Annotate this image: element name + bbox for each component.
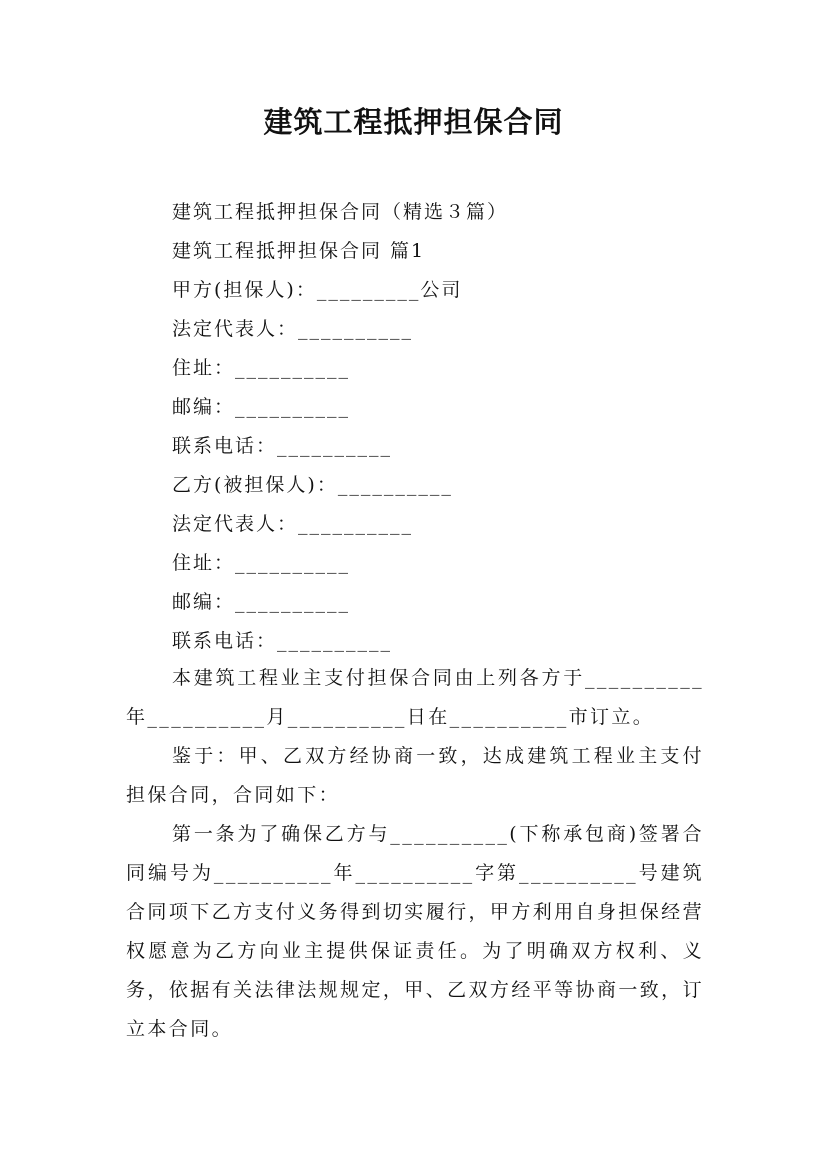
party-b-guaranteed: 乙方(被担保人)：__________	[172, 474, 453, 496]
section-heading: 建筑工程抵押担保合同 篇1	[172, 240, 426, 262]
party-info-list	[172, 193, 732, 661]
party-a-postcode: 邮编：__________	[172, 396, 351, 418]
party-b-legal-representative: 法定代表人：__________	[172, 513, 414, 535]
party-b-phone: 联系电话：__________	[172, 630, 393, 652]
signing-paragraph: 本建筑工程业主支付担保合同由上列各方于__________年__________月__________日在__________市订立。	[126, 667, 704, 728]
contract-body	[126, 659, 704, 1049]
party-a-address: 住址：__________	[172, 357, 351, 379]
party-a-guarantor: 甲方(担保人)：_________公司	[172, 279, 463, 301]
document-title: 建筑工程抵押担保合同	[263, 105, 564, 139]
article-one-paragraph: 第一条为了确保乙方与__________(下称承包商)签署合同编号为__________年__________字第__________号建筑合同项下乙方支付义务得到切实履行，甲方利用自身担保经营权愿意为乙方向业主提供保证责任。为了明确双方权利、义务，依据有关法律法规规定，甲、乙双方经平等协商一致，订立本合同。	[126, 823, 704, 1040]
party-b-address: 住址：__________	[172, 552, 351, 574]
party-a-legal-representative: 法定代表人：__________	[172, 318, 414, 340]
party-b-postcode: 邮编：__________	[172, 591, 351, 613]
subtitle-line: 建筑工程抵押担保合同（精选３篇）	[172, 201, 509, 223]
recital-paragraph: 鉴于：甲、乙双方经协商一致，达成建筑工程业主支付担保合同，合同如下：	[126, 745, 704, 806]
party-a-phone: 联系电话：__________	[172, 435, 393, 457]
